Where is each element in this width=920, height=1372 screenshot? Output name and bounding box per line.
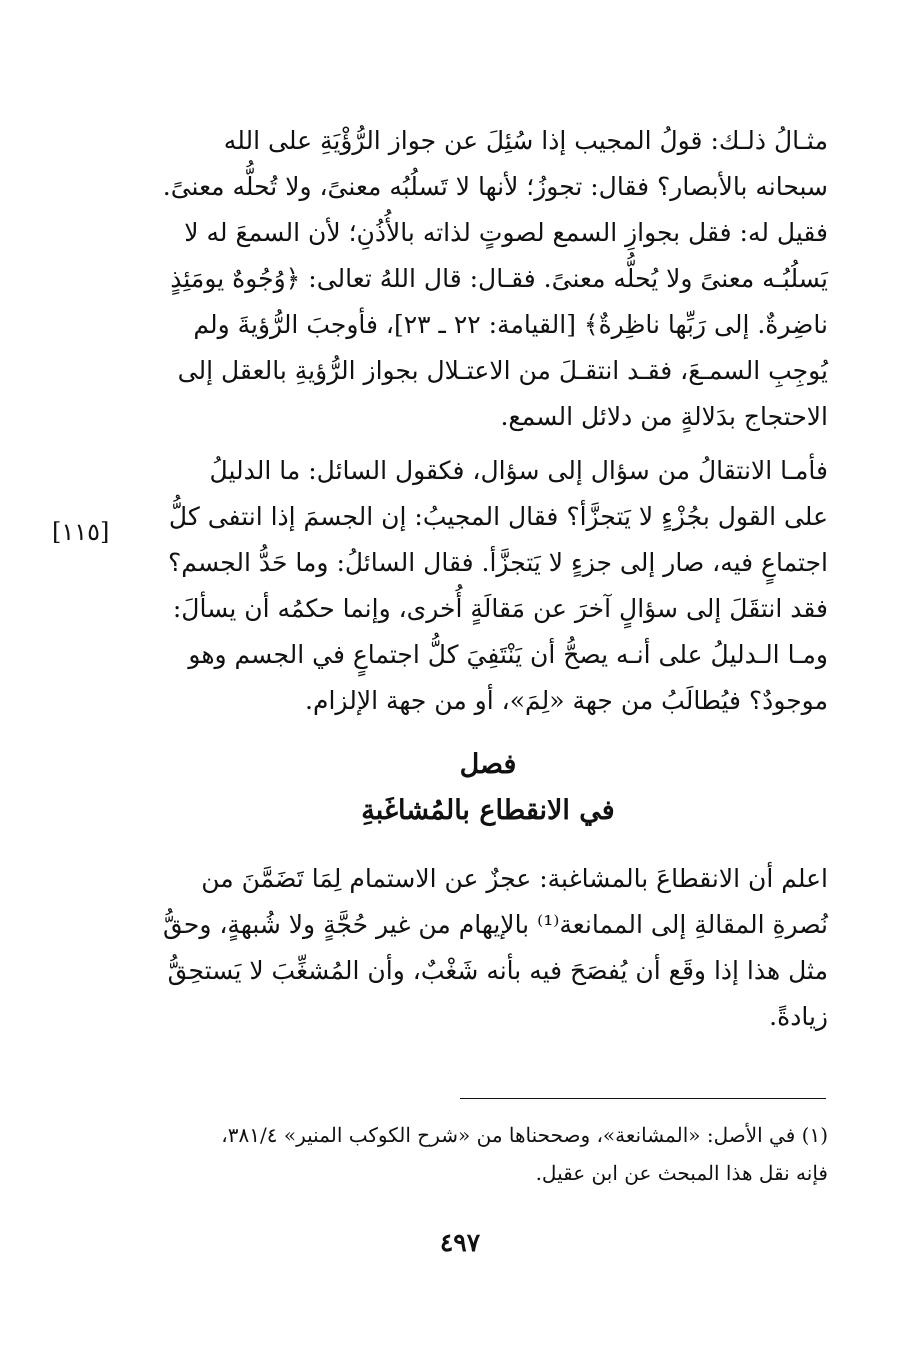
- section-heading-block: [148, 742, 828, 834]
- text-line: الاحتجاج بدَلالةٍ من دلائل السمع.: [500, 402, 828, 431]
- text-line: فأمـا الانتقالُ من سؤال إلى سؤال، فكقول السائل: ما الدليلُ: [209, 456, 828, 485]
- margin-page-reference: [١١٥]: [52, 518, 110, 546]
- footnote-separator: [460, 1098, 826, 1099]
- page-number: ٤٩٧: [439, 1228, 481, 1257]
- paragraph-3: [148, 856, 828, 1040]
- text-line: مثـالُ ذلـك: قولُ المجيب إذا سُئِلَ عن جواز الرُّؤْيَةِ على الله: [223, 126, 828, 155]
- section-heading: فصل: [459, 749, 517, 780]
- text-line: موجودٌ؟ فيُطالَبُ من جهة «لِمَ»، أو من جهة الإلزام.: [305, 686, 828, 715]
- text-line: على القول بجُزْءٍ لا يَتجزَّأ؟ فقال المجيبُ: إن الجسمَ إذا انتفى كلُّ: [168, 502, 828, 531]
- text-line: فقد انتقَلَ إلى سؤالٍ آخرَ عن مَقالَةٍ أُخرى، وإنما حكمُه أن يسألَ:: [172, 594, 828, 623]
- footnote-line: فإنه نقل هذا المبحث عن ابن عقيل.: [535, 1161, 828, 1185]
- text-line: اعلم أن الانقطاعَ بالمشاغبة: عجزٌ عن الاستمام لِمَا تَضَمَّنَ من: [201, 864, 828, 893]
- footnote-line: (١) في الأصل: «المشانعة»، وصححناها من «شرح الكوكب المنير» ٣٨١/٤،: [221, 1123, 828, 1147]
- paragraph-1: [148, 118, 828, 440]
- text-line: مثل هذا إذا وقَع أن يُفصَحَ فيه بأنه شَغْبٌ، وأن المُشغِّبَ لا يَستحِقُّ: [167, 956, 828, 985]
- text-line: فقيل له: فقل بجوازِ السمع لصوتٍ لذاته بالأُذُنِ؛ لأن السمعَ له لا: [184, 218, 828, 247]
- text-line: ومـا الـدليلُ على أنـه يصحُّ أن يَنْتَفِيَ كلُّ اجتماعٍ في الجسم وهو: [188, 640, 828, 669]
- section-subheading: في الانقطاع بالمُشاغَبةِ: [361, 795, 615, 826]
- text-line: سبحانه بالأبصار؟ فقال: تجوزُ؛ لأنها لا تَسلُبُه معنىً، ولا تُحلُّه معنىً.: [162, 172, 828, 201]
- page-body: [148, 118, 828, 1040]
- text-line: زيادةً.: [769, 1002, 828, 1031]
- text-line: نُصرةِ المقالةِ إلى الممانعة⁽¹⁾ بالإيهام من غير حُجَّةٍ ولا شُبهةٍ، وحقُّ: [163, 910, 828, 939]
- text-line: يَسلُبُـه معنىً ولا يُحلُّه معنىً. فقـال: قال اللهُ تعالى: ﴿وُجُوهٌ يومَئِذٍ: [170, 264, 828, 293]
- text-line: اجتماعٍ فيه، صار إلى جزءٍ لا يَتجزَّأ. فقال السائلُ: وما حَدُّ الجسم؟: [168, 548, 828, 577]
- text-line: يُوجِبِ السمـعَ، فقـد انتقـلَ من الاعتـلال بجواز الرُّؤيةِ بالعقل إلى: [177, 356, 828, 385]
- paragraph-2: [148, 448, 828, 724]
- footnote: [148, 1116, 828, 1192]
- text-line: ناضِرةٌ. إلى رَبِّها ناظِرةٌ﴾ [القيامة: ٢٢ ـ ٢٣]، فأوجبَ الرُّؤيةَ ولم: [193, 310, 828, 339]
